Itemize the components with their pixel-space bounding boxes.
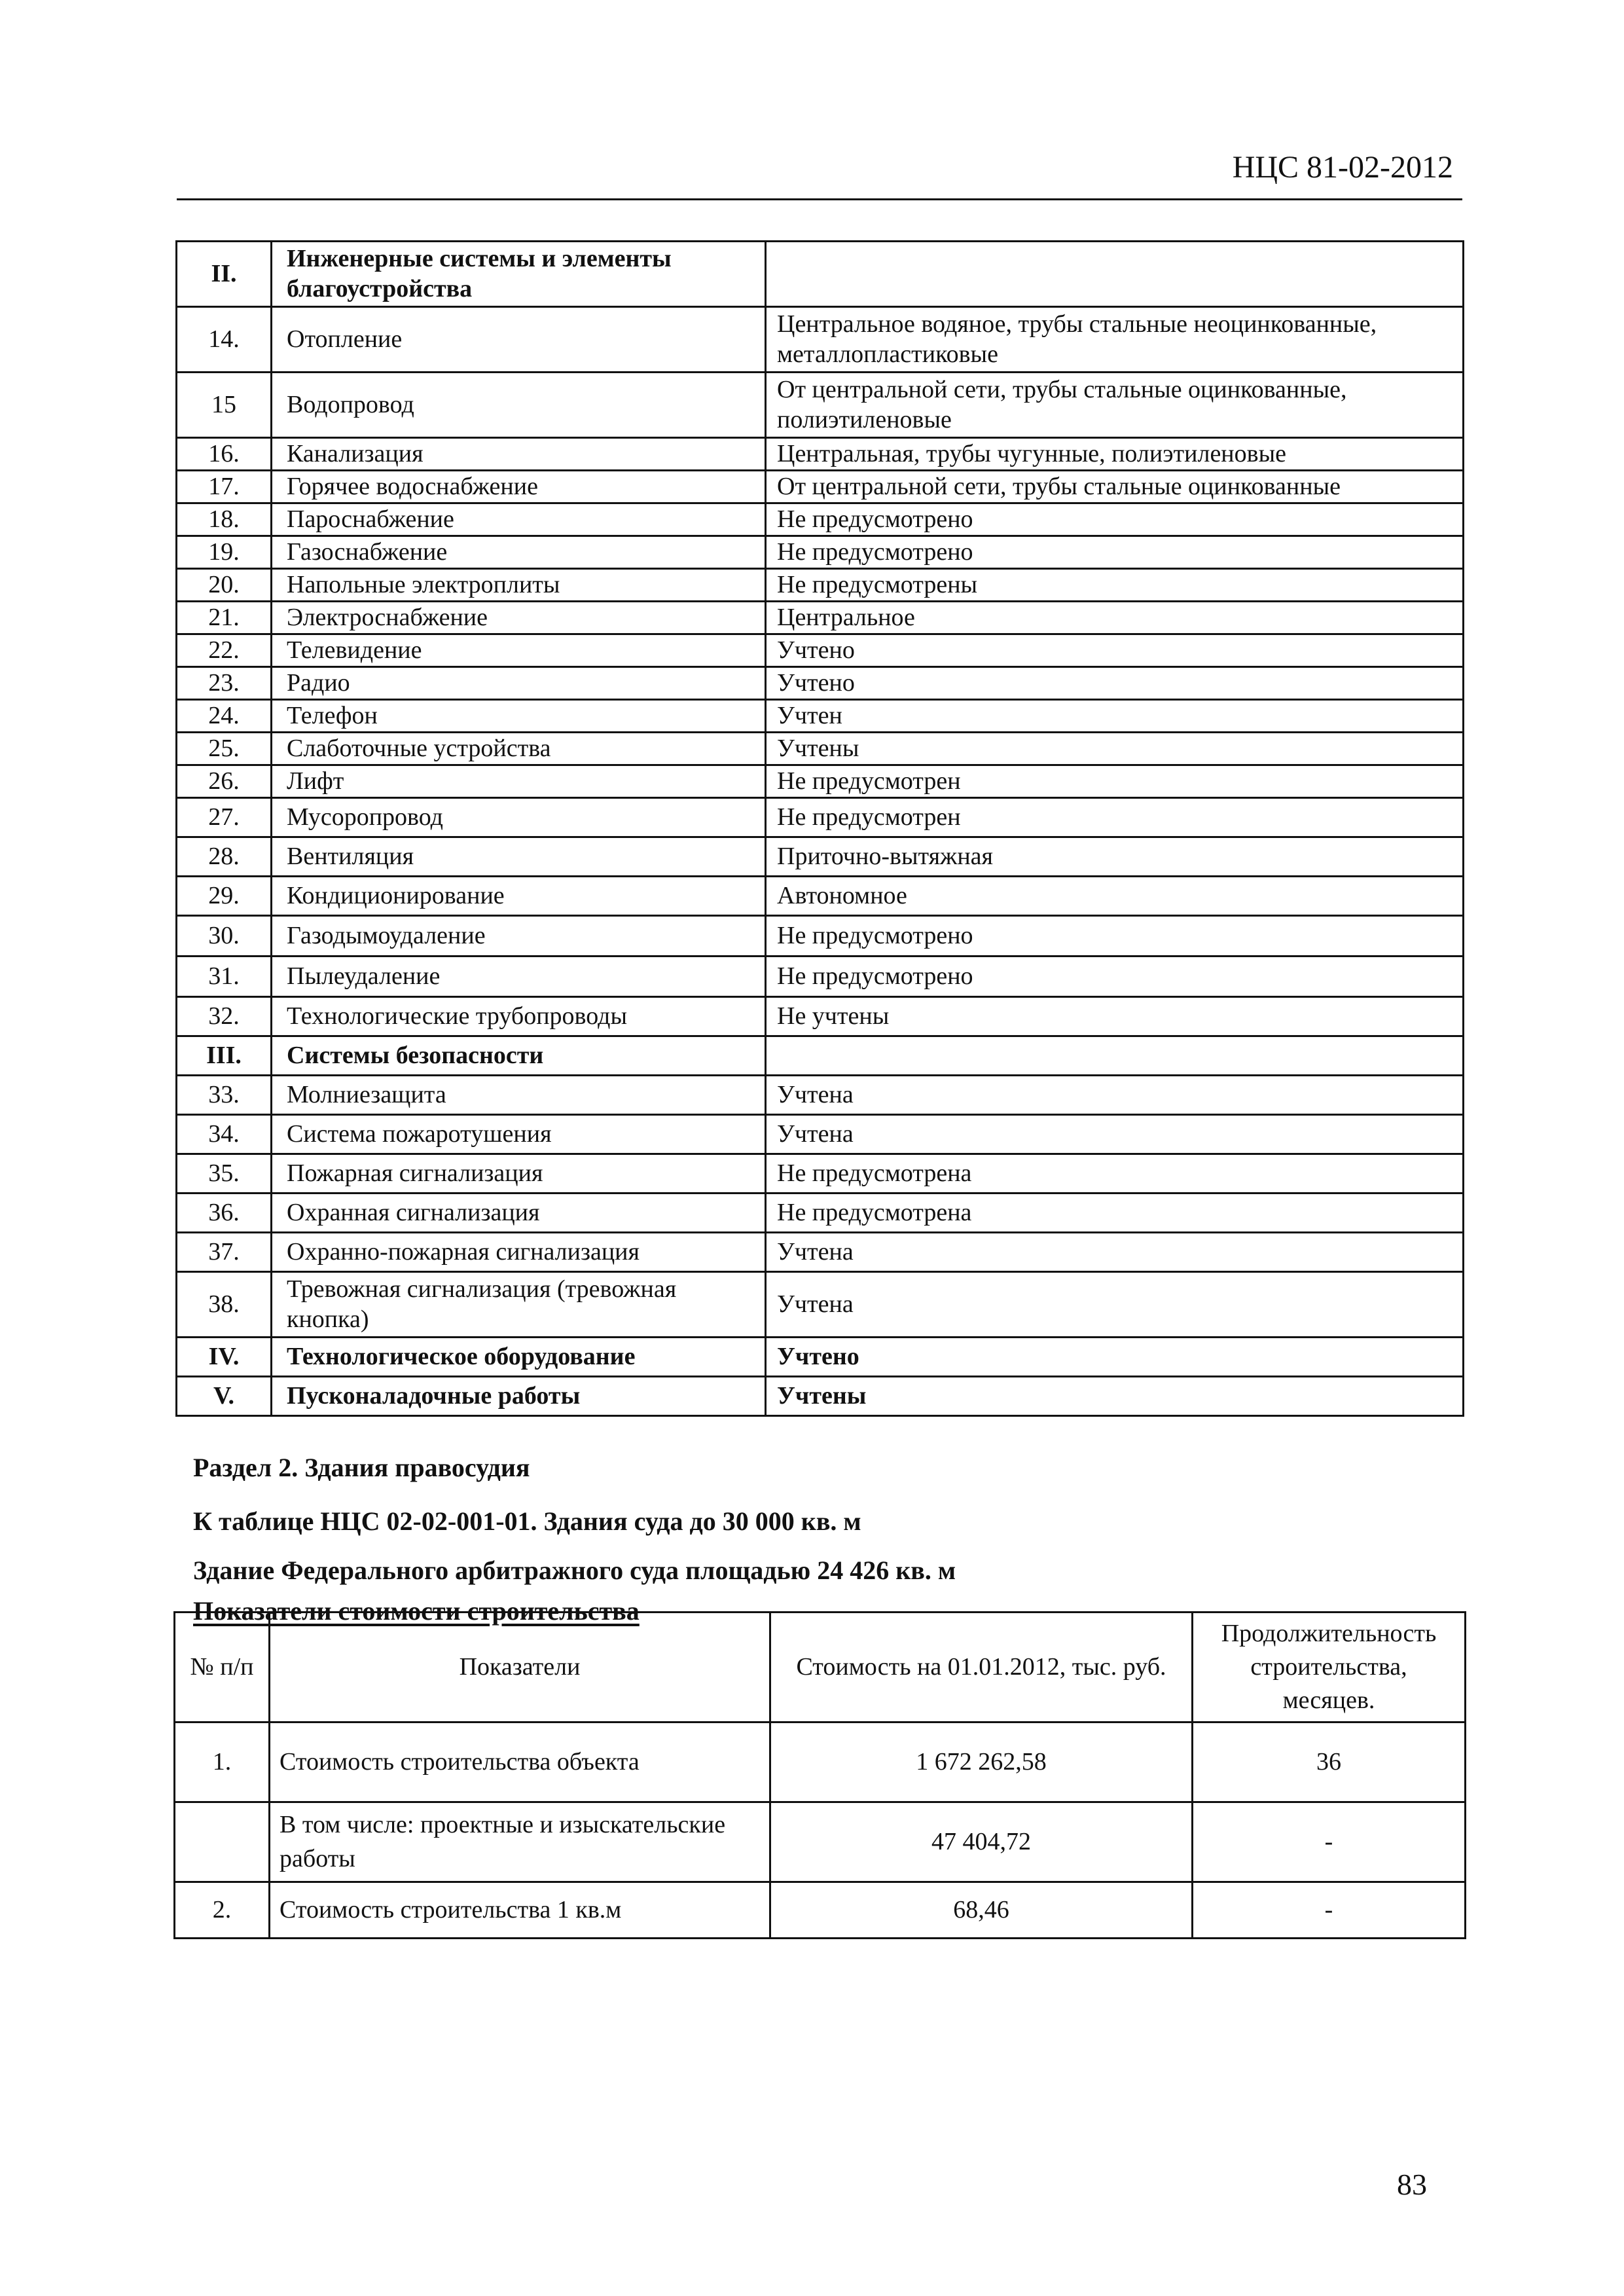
table-row: [177, 307, 1464, 373]
cost-indicators-table: [173, 1611, 1466, 1939]
row-name: Система пожаротушения: [272, 1115, 766, 1154]
row-name: Телефон: [272, 700, 766, 733]
row-value: Учтена: [766, 1076, 1464, 1115]
row-value: Учтены: [766, 733, 1464, 765]
row-value: Не предусмотрена: [766, 1154, 1464, 1194]
row-number: 26.: [177, 765, 272, 798]
row-name: Пылеудаление: [272, 957, 766, 997]
table-row: [177, 1272, 1464, 1338]
table-reference: К таблице НЦС 02-02-001-01. Здания суда до 30 000 кв. м: [193, 1506, 861, 1536]
row-cost: 47 404,72: [770, 1802, 1193, 1882]
table-row: [177, 957, 1464, 997]
row-name: Слаботочные устройства: [272, 733, 766, 765]
row-value: Учтена: [766, 1115, 1464, 1154]
row-name: Газодымоудаление: [272, 916, 766, 957]
row-value: Не учтены: [766, 997, 1464, 1036]
row-number: 22.: [177, 634, 272, 667]
row-number: III.: [177, 1036, 272, 1076]
row-number: 33.: [177, 1076, 272, 1115]
row-number: 28.: [177, 837, 272, 877]
section-row: [177, 1338, 1464, 1377]
row-number: 20.: [177, 569, 272, 602]
row-value: Учтено: [766, 1338, 1464, 1377]
row-value: Учтена: [766, 1272, 1464, 1338]
row-number: 14.: [177, 307, 272, 373]
section-title: Раздел 2. Здания правосудия: [193, 1453, 530, 1482]
table-row: [177, 569, 1464, 602]
row-number: 19.: [177, 536, 272, 569]
cost-table-header-row: [175, 1613, 1466, 1722]
row-number: 38.: [177, 1272, 272, 1338]
section-row: [177, 242, 1464, 307]
row-number: V.: [177, 1377, 272, 1416]
row-name: Инженерные системы и элементы благоустройства: [272, 242, 766, 307]
row-name: Отопление: [272, 307, 766, 373]
row-name: Электроснабжение: [272, 602, 766, 634]
building-title: Здание Федерального арбитражного суда площадью 24 426 кв. м: [193, 1556, 956, 1585]
row-value: Центральное водяное, трубы стальные неоцинкованные, металлопластиковые: [766, 307, 1464, 373]
row-value: Не предусмотрен: [766, 798, 1464, 837]
cost-table-row: [175, 1882, 1466, 1939]
table-row: [177, 1076, 1464, 1115]
table-row: [177, 997, 1464, 1036]
section-row: [177, 1377, 1464, 1416]
row-name: Системы безопасности: [272, 1036, 766, 1076]
row-name: Технологические трубопроводы: [272, 997, 766, 1036]
table-row: [177, 536, 1464, 569]
row-number: IV.: [177, 1338, 272, 1377]
row-number: 16.: [177, 438, 272, 471]
row-number: II.: [177, 242, 272, 307]
cost-table-row: [175, 1722, 1466, 1802]
table-row: [177, 373, 1464, 438]
indicators-title: Показатели стоимости строительства: [193, 1596, 640, 1626]
row-value: Не предусмотрены: [766, 569, 1464, 602]
row-number: 27.: [177, 798, 272, 837]
row-name: Лифт: [272, 765, 766, 798]
row-number: 15: [177, 373, 272, 438]
row-number: 31.: [177, 957, 272, 997]
row-name: Охранная сигнализация: [272, 1194, 766, 1233]
table-row: [177, 700, 1464, 733]
row-name: Радио: [272, 667, 766, 700]
row-value: Учтено: [766, 667, 1464, 700]
header-duration: Продолжительность строительства, месяцев.: [1193, 1613, 1466, 1722]
table-row: [177, 877, 1464, 916]
row-duration: -: [1193, 1882, 1466, 1939]
row-value: Автономное: [766, 877, 1464, 916]
row-number: 18.: [177, 503, 272, 536]
table-row: [177, 503, 1464, 536]
row-value: Учтена: [766, 1233, 1464, 1272]
header-rule: [177, 198, 1462, 200]
cost-table-row: [175, 1802, 1466, 1882]
row-value: [766, 242, 1464, 307]
page-number: 83: [1397, 2168, 1427, 2201]
row-value: Не предусмотрена: [766, 1194, 1464, 1233]
row-number: 30.: [177, 916, 272, 957]
row-value: От центральной сети, трубы стальные оцинкованные: [766, 471, 1464, 503]
document-code: НЦС 81-02-2012: [1232, 150, 1453, 185]
row-value: Центральная, трубы чугунные, полиэтиленовые: [766, 438, 1464, 471]
row-value: Не предусмотрен: [766, 765, 1464, 798]
row-value: Не предусмотрено: [766, 957, 1464, 997]
row-number: 23.: [177, 667, 272, 700]
header-num: № п/п: [175, 1613, 270, 1722]
table-row: [177, 1233, 1464, 1272]
table-row: [177, 916, 1464, 957]
row-name: Охранно-пожарная сигнализация: [272, 1233, 766, 1272]
row-value: Центральное: [766, 602, 1464, 634]
row-name: Канализация: [272, 438, 766, 471]
row-number: 29.: [177, 877, 272, 916]
table-row: [177, 602, 1464, 634]
row-duration: -: [1193, 1802, 1466, 1882]
row-name: Газоснабжение: [272, 536, 766, 569]
row-name: Технологическое оборудование: [272, 1338, 766, 1377]
row-number: 34.: [177, 1115, 272, 1154]
row-value: Не предусмотрено: [766, 503, 1464, 536]
row-num: 2.: [175, 1882, 270, 1939]
row-cost: 1 672 262,58: [770, 1722, 1193, 1802]
row-value: Не предусмотрено: [766, 916, 1464, 957]
row-name: Горячее водоснабжение: [272, 471, 766, 503]
row-indicator: В том числе: проектные и изыскательские работы: [270, 1802, 770, 1882]
row-num: [175, 1802, 270, 1882]
row-value: Не предусмотрено: [766, 536, 1464, 569]
table-row: [177, 837, 1464, 877]
table-row: [177, 634, 1464, 667]
table-row: [177, 471, 1464, 503]
row-number: 36.: [177, 1194, 272, 1233]
row-name: Пожарная сигнализация: [272, 1154, 766, 1194]
row-value: От центральной сети, трубы стальные оцинкованные, полиэтиленовые: [766, 373, 1464, 438]
row-number: 35.: [177, 1154, 272, 1194]
row-name: Пароснабжение: [272, 503, 766, 536]
row-number: 25.: [177, 733, 272, 765]
row-number: 21.: [177, 602, 272, 634]
row-name: Вентиляция: [272, 837, 766, 877]
table-row: [177, 1194, 1464, 1233]
row-name: Кондиционирование: [272, 877, 766, 916]
row-duration: 36: [1193, 1722, 1466, 1802]
table-row: [177, 1115, 1464, 1154]
table-row: [177, 667, 1464, 700]
row-name: Телевидение: [272, 634, 766, 667]
row-indicator: Стоимость строительства 1 кв.м: [270, 1882, 770, 1939]
row-num: 1.: [175, 1722, 270, 1802]
row-number: 17.: [177, 471, 272, 503]
section-row: [177, 1036, 1464, 1076]
row-indicator: Стоимость строительства объекта: [270, 1722, 770, 1802]
table-row: [177, 733, 1464, 765]
row-name: Пусконаладочные работы: [272, 1377, 766, 1416]
row-number: 37.: [177, 1233, 272, 1272]
row-value: Приточно-вытяжная: [766, 837, 1464, 877]
row-value: Учтены: [766, 1377, 1464, 1416]
row-name: Напольные электроплиты: [272, 569, 766, 602]
header-indicator: Показатели: [270, 1613, 770, 1722]
table-row: [177, 438, 1464, 471]
row-value: Учтен: [766, 700, 1464, 733]
table-row: [177, 765, 1464, 798]
row-name: Водопровод: [272, 373, 766, 438]
row-value: [766, 1036, 1464, 1076]
row-name: Мусоропровод: [272, 798, 766, 837]
table-row: [177, 798, 1464, 837]
row-name: Тревожная сигнализация (тревожная кнопка): [272, 1272, 766, 1338]
table-row: [177, 1154, 1464, 1194]
row-name: Молниезащита: [272, 1076, 766, 1115]
row-cost: 68,46: [770, 1882, 1193, 1939]
engineering-systems-table-body: [177, 242, 1464, 1416]
row-value: Учтено: [766, 634, 1464, 667]
row-number: 24.: [177, 700, 272, 733]
engineering-systems-table: [175, 240, 1464, 1417]
row-number: 32.: [177, 997, 272, 1036]
header-cost: Стоимость на 01.01.2012, тыс. руб.: [770, 1613, 1193, 1722]
